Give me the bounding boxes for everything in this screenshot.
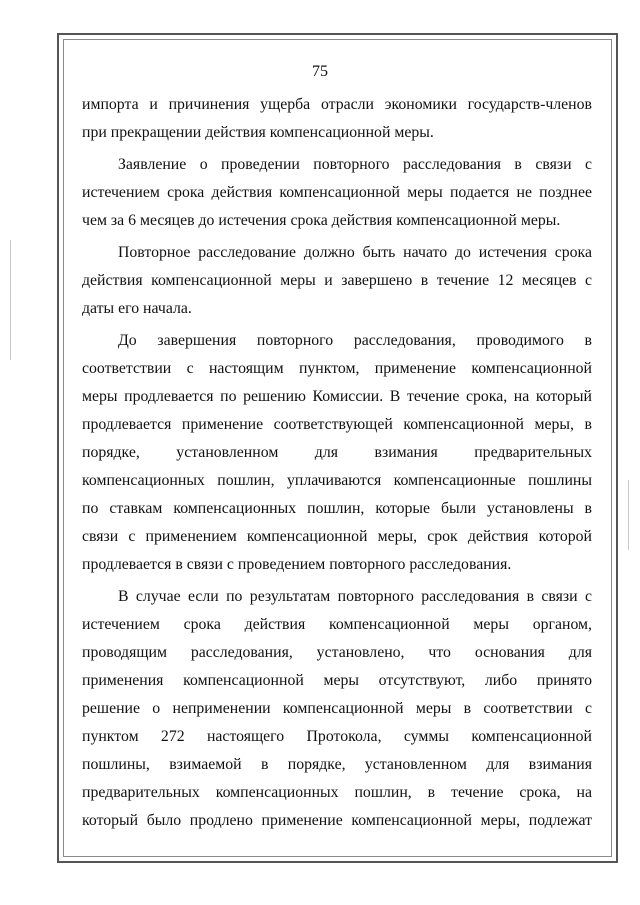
text-line: по ставкам компенсационных пошлин, которые были установлены в <box>82 500 592 517</box>
text-line: меры продлевается по решению Комиссии. В течение срока, на который <box>82 388 592 405</box>
text-line: порядке, установленном для взимания предварительных <box>82 444 592 461</box>
text-line: пунктом 272 настоящего Протокола, суммы компенсационной <box>82 728 592 745</box>
text-line: Заявление о проведении повторного расследования в связи с <box>118 156 592 173</box>
text-line: даты его начала. <box>82 300 192 317</box>
text-line: Повторное расследование должно быть начато до истечения срока <box>118 244 592 261</box>
text-line: До завершения повторного расследования, проводимого в <box>118 332 592 349</box>
text-line: связи с применением компенсационной меры, срок действия которой <box>82 528 592 545</box>
text-line: импорта и причинения ущерба отрасли экономики государств-членов <box>82 96 592 113</box>
text-line: действия компенсационной меры и завершено в течение 12 месяцев с <box>82 272 592 289</box>
text-line: при прекращении действия компенсационной меры. <box>82 124 434 141</box>
text-line: решение о неприменении компенсационной меры в соответствии с <box>82 700 592 717</box>
text-line: истечением срока действия компенсационной меры подается не позднее <box>82 184 592 201</box>
text-line: пошлины, взимаемой в порядке, установленном для взимания <box>82 756 592 773</box>
text-line: соответствии с настоящим пунктом, применение компенсационной <box>82 360 592 377</box>
text-line: проводящим расследования, установлено, что основания для <box>82 644 592 661</box>
text-line: компенсационных пошлин, уплачиваются компенсационные пошлины <box>82 472 592 489</box>
text-line: продлевается применение соответствующей компенсационной меры, в <box>82 416 592 433</box>
text-line: который было продлено применение компенсационной меры, подлежат <box>82 812 592 829</box>
page-number: 75 <box>312 63 328 80</box>
scan-margin-mark-left <box>10 240 11 360</box>
scan-margin-mark-right <box>628 480 629 550</box>
text-line: продлевается в связи с проведением повторного расследования. <box>82 556 512 573</box>
text-line: В случае если по результатам повторного расследования в связи с <box>118 588 592 605</box>
text-line: применения компенсационной меры отсутствуют, либо принято <box>82 672 592 689</box>
text-line: чем за 6 месяцев до истечения срока действия компенсационной меры. <box>82 212 561 229</box>
text-line: истечением срока действия компенсационной меры органом, <box>82 616 592 633</box>
text-line: предварительных компенсационных пошлин, в течение срока, на <box>82 784 592 801</box>
document-body <box>82 91 592 835</box>
